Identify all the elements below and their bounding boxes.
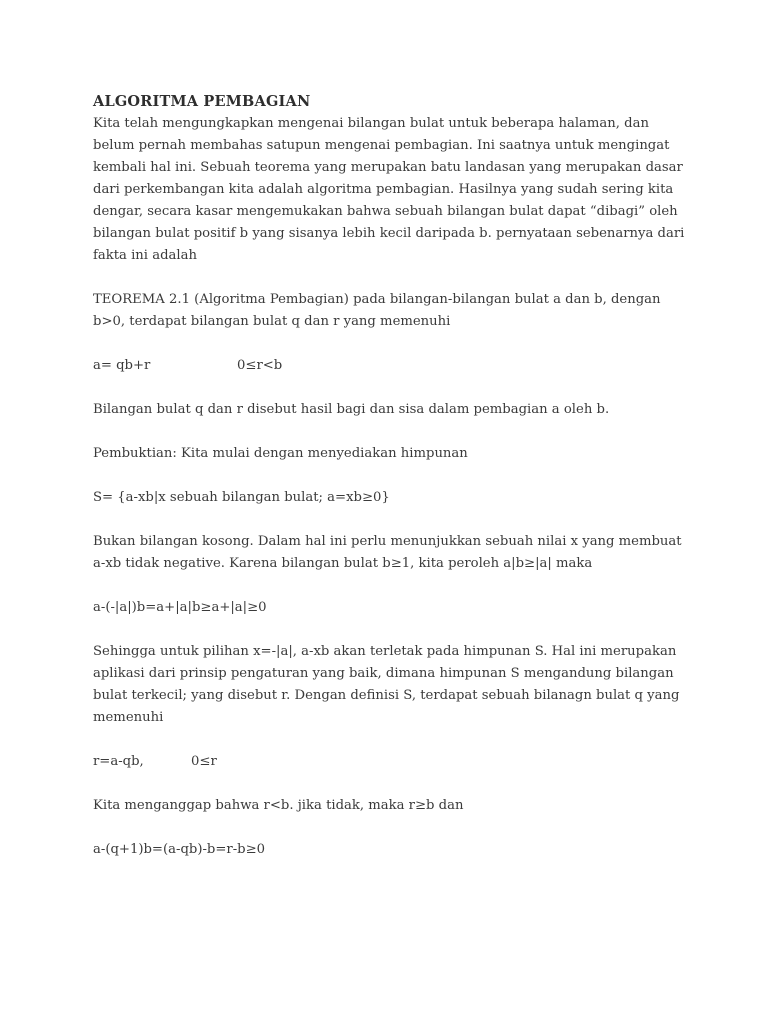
- document-page: [93, 91, 693, 861]
- contradiction-formula: a-(q+1)b=(a-qb)-b=r-b≥0: [93, 842, 266, 857]
- spacer: [93, 619, 693, 641]
- division-formula: [93, 355, 693, 377]
- set-definition: S= {a-xb|x sebuah bilangan bulat; a=xb≥0}: [93, 490, 390, 505]
- formula-lhs: a= qb+r: [93, 358, 151, 373]
- definition-paragraph: Bilangan bulat q dan r disebut hasil bagi dan sisa dalam pembagian a oleh b.: [93, 402, 610, 417]
- choice-paragraph: Sehingga untuk pilihan x=-|a|, a-xb akan terletak pada himpunan S. Hal ini merupakan aplikasi dari prinsip pengaturan yang baik, dimana himpunan S mengandung bilangan bulat terkecil; yang disebut r. Dengan definisi S, terdapat sebuah bilanagn bulat q yang memenuhi: [93, 644, 680, 725]
- spacer: [93, 465, 693, 487]
- formula-lhs: r=a-qb,: [93, 754, 144, 769]
- spacer: [93, 377, 693, 399]
- spacer: [93, 421, 693, 443]
- document-title: ALGORITMA PEMBAGIAN: [93, 93, 311, 110]
- formula-condition: 0≤r<b: [237, 358, 283, 373]
- spacer: [93, 333, 693, 355]
- absolute-formula: a-(-|a|)b=a+|a|b≥a+|a|≥0: [93, 600, 267, 615]
- spacer: [93, 817, 693, 839]
- spacer: [93, 729, 693, 751]
- proof-start-paragraph: Pembuktian: Kita mulai dengan menyediakan himpunan: [93, 446, 468, 461]
- formula-condition: 0≤r: [191, 754, 217, 769]
- theorem-paragraph: TEOREMA 2.1 (Algoritma Pembagian) pada bilangan-bilangan bulat a dan b, dengan b>0, terdapat bilangan bulat q dan r yang memenuhi: [93, 292, 661, 329]
- spacer: [93, 509, 693, 531]
- nonempty-paragraph: Bukan bilangan kosong. Dalam hal ini perlu menunjukkan sebuah nilai x yang membuat a-xb tidak negative. Karena bilangan bulat b≥1, kita peroleh a|b≥|a| maka: [93, 534, 682, 571]
- intro-paragraph: Kita telah mengungkapkan mengenai bilangan bulat untuk beberapa halaman, dan belum pernah membahas satupun mengenai pembagian. Ini saatnya untuk mengingat kembali hal ini. Sebuah teorema yang merupakan batu landasan yang merupakan dasar dari perkembangan kita adalah algoritma pembagian. Hasilnya yang sudah sering kita dengar, secara kasar mengemukakan bahwa sebuah bilangan bulat dapat “dibagi” oleh bilangan bulat positif b yang sisanya lebih kecil daripada b. pernyataan sebenarnya dari fakta ini adalah: [93, 116, 685, 263]
- remainder-formula: [93, 751, 693, 773]
- spacer: [93, 773, 693, 795]
- spacer: [93, 267, 693, 289]
- spacer: [93, 575, 693, 597]
- assumption-paragraph: Kita menganggap bahwa r<b. jika tidak, maka r≥b dan: [93, 798, 464, 813]
